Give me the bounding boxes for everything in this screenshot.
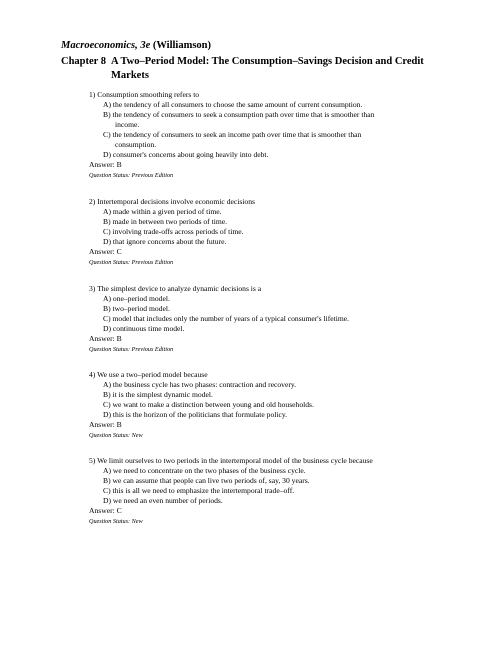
option-a: A) the tendency of all consumers to choose the same amount of current consumption. — [103, 100, 363, 109]
option-a: A) made within a given period of time. — [103, 207, 222, 216]
chapter-heading — [61, 55, 461, 83]
option-d: D) consumer's concerns about going heavily into debt. — [103, 150, 269, 159]
option-c-continuation: consumption. — [115, 140, 157, 149]
option-b: B) two–period model. — [103, 304, 170, 313]
option-b-text: B) the tendency of consumers to seek a consumption path over time that is smoother than — [103, 110, 375, 119]
question-2 — [89, 197, 449, 267]
question-4 — [89, 370, 449, 440]
question-status: Question Status: Previous Edition — [89, 259, 174, 266]
question-status: Question Status: New — [89, 518, 143, 525]
option-b: B) we can assume that people can live two periods of, say, 30 years. — [103, 476, 310, 485]
chapter-title-line1: A Two–Period Model: The Consumption–Savings Decision and Credit — [111, 56, 424, 67]
question-status: Question Status: Previous Edition — [89, 172, 174, 179]
question-3 — [89, 284, 449, 354]
chapter-number: Chapter 8 — [61, 56, 107, 67]
option-a: A) one–period model. — [103, 294, 170, 303]
option-c: C) this is all we need to emphasize the intertemporal trade–off. — [103, 486, 295, 495]
question-status: Question Status: Previous Edition — [89, 346, 174, 353]
option-d: D) this is the horizon of the politicians that formulate policy. — [103, 410, 288, 419]
option-b: B) it is the simplest dynamic model. — [103, 390, 213, 399]
question-stem: 3) The simplest device to analyze dynamic decisions is a — [89, 284, 262, 293]
question-stem: 2) Intertemporal decisions involve economic decisions — [89, 197, 255, 206]
question-status: Question Status: New — [89, 432, 143, 439]
option-c: C) model that includes only the number of years of a typical consumer's lifetime. — [103, 314, 349, 323]
option-d: D) continuous time model. — [103, 324, 185, 333]
answer: Answer: B — [89, 334, 122, 343]
question-5 — [89, 456, 449, 526]
answer: Answer: C — [89, 247, 122, 256]
option-c: C) involving trade-offs across periods of time. — [103, 227, 244, 236]
question-stem: 4) We use a two–period model because — [89, 370, 208, 379]
question-stem: 5) We limit ourselves to two periods in the intertemporal model of the business cycle because — [89, 456, 373, 465]
option-d: D) that ignore concerns about the future. — [103, 237, 227, 246]
chapter-title-line2: Markets — [111, 70, 149, 81]
option-d: D) we need an even number of periods. — [103, 496, 223, 505]
option-b: B) made in between two periods of time. — [103, 217, 227, 226]
option-b-continuation: income. — [115, 120, 140, 129]
option-c: C) we want to make a distinction between young and old households. — [103, 400, 314, 409]
answer: Answer: B — [89, 420, 122, 429]
option-a: A) we need to concentrate on the two phases of the business cycle. — [103, 466, 306, 475]
book-title — [61, 40, 211, 51]
question-1 — [89, 90, 449, 180]
option-a: A) the business cycle has two phases: contraction and recovery. — [103, 380, 297, 389]
answer: Answer: B — [89, 160, 122, 169]
option-b — [89, 110, 449, 130]
option-c — [89, 130, 449, 150]
book-author: (Williamson) — [152, 40, 212, 51]
option-c-text: C) the tendency of consumers to seek an income path over time that is smoother than — [103, 130, 362, 139]
book-title-italic: Macroeconomics, 3e — [61, 40, 151, 51]
question-stem: 1) Consumption smoothing refers to — [89, 90, 200, 99]
answer: Answer: C — [89, 506, 122, 515]
